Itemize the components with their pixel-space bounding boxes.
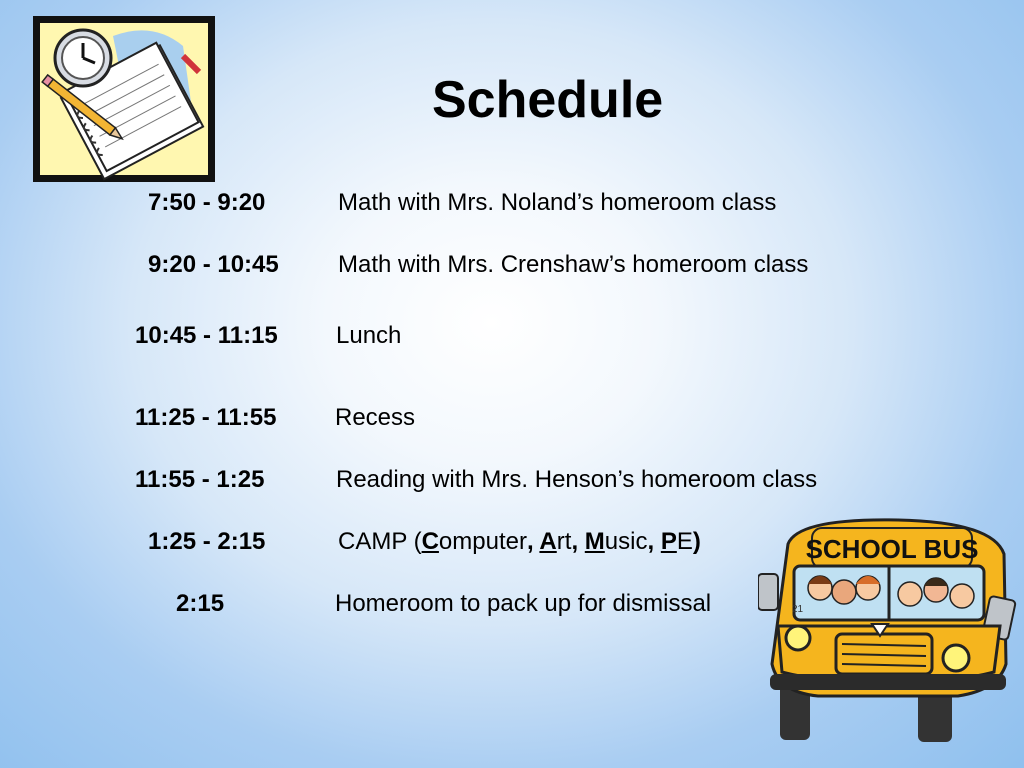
schedule-time: 1:25 - 2:15 <box>148 528 266 555</box>
schedule-activity: Homeroom to pack up for dismissal <box>335 590 712 617</box>
camp-comma: , <box>526 528 540 555</box>
page-title: Schedule <box>432 71 664 129</box>
schedule-activity: Reading with Mrs. Henson’s homeroom class <box>336 466 818 493</box>
schedule-time: 9:20 - 10:45 <box>148 251 279 278</box>
school-bus-clipart <box>758 514 1018 750</box>
schedule-time: 11:25 - 11:55 <box>135 404 277 431</box>
camp-m-rest: usic <box>604 528 648 555</box>
camp-comma: , <box>571 528 585 555</box>
camp-open: CAMP ( <box>338 528 422 555</box>
schedule-time: 11:55 - 1:25 <box>135 466 265 493</box>
camp-comma: , <box>647 528 661 555</box>
notebook-clock-clipart <box>33 16 215 182</box>
camp-letter-a: A <box>539 528 557 555</box>
bus-sign-text: SCHOOL BUS <box>805 534 979 564</box>
schedule-activity: Lunch <box>336 322 402 349</box>
camp-letter-m: M <box>584 528 605 555</box>
camp-p-rest: E <box>676 528 693 555</box>
bus-number: 21 <box>792 604 804 615</box>
schedule-activity-camp <box>338 528 701 556</box>
camp-a-rest: rt <box>556 528 572 555</box>
camp-letter-p: P <box>660 528 677 555</box>
camp-close: ) <box>692 528 701 555</box>
schedule-time: 10:45 - 11:15 <box>135 322 278 349</box>
schedule-activity: Recess <box>335 404 416 431</box>
schedule-time: 7:50 - 9:20 <box>148 189 266 216</box>
schedule-activity: Math with Mrs. Noland’s homeroom class <box>338 189 777 216</box>
schedule-time: 2:15 <box>176 590 225 617</box>
schedule-activity: Math with Mrs. Crenshaw’s homeroom class <box>338 251 809 278</box>
camp-letter-c: C <box>421 528 439 555</box>
camp-c-rest: omputer <box>438 528 527 555</box>
